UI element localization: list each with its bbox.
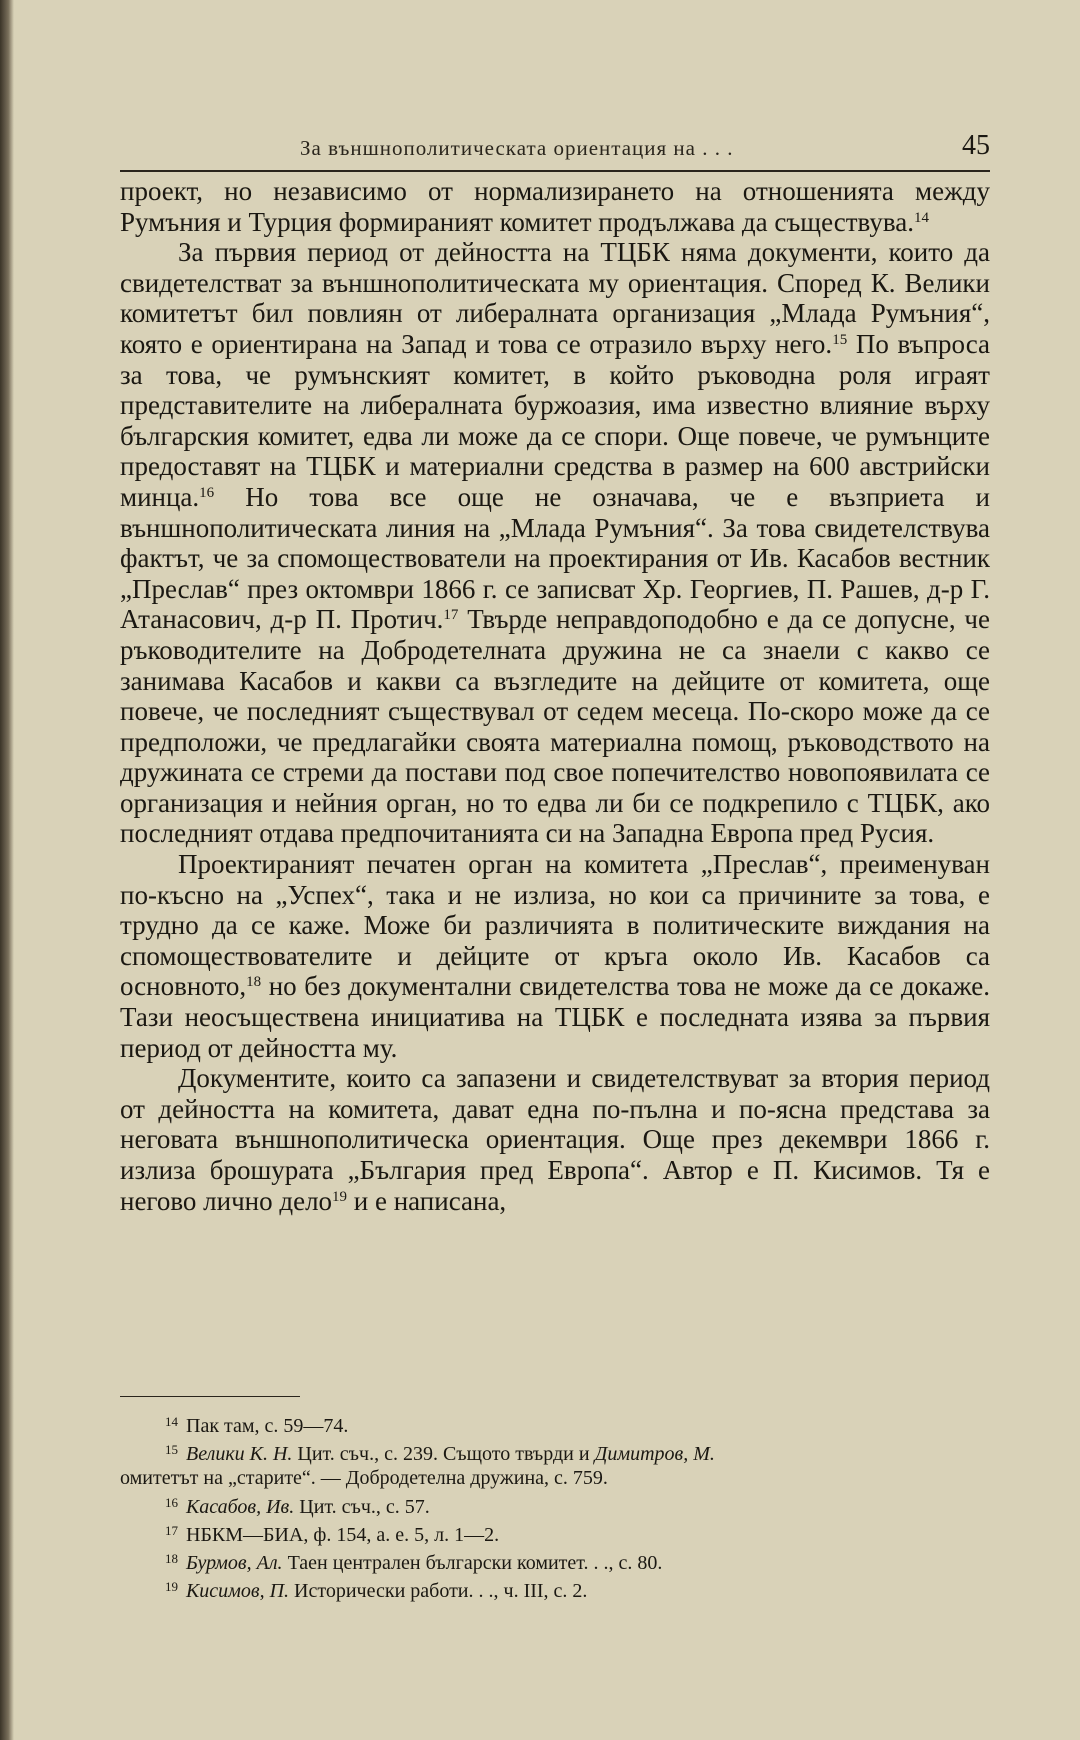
footnote-number: 19 [165,1579,178,1595]
footnote [120,1438,990,1466]
footnote [120,1519,990,1547]
paragraph [120,1063,990,1216]
body-text [120,176,990,1216]
text-run: Твърде неправдоподобно е да се допусне, че ръководителите на Добродетелната дружина не са знаели с какво се занимава Касабов и какви са възгледите на дейците от комитета, още повече, че последният съществувал от седем месеца. По-скоро може да се предположи, че предлагайки своята материална помощ, ръководството на дружината се стреми да постави под свое попечителство новопоявилата се организация и нейния орган, но то едва ли би се подкрепило с ТЦБК, ако последният отдава предпочитанията си на Западна Европа пред Русия. [120,604,990,849]
footnote-separator [120,1396,300,1397]
footnote-text: Пак там, с. 59—74. [186,1415,349,1437]
paragraph [120,176,990,237]
footnote-text: Исторически работи. . ., ч. III, с. 2. [289,1580,588,1603]
text-run: Но това все още не означава, че е възприета и външнополитическата линия на „Млада Румъния“. За това свидетелствува фактът, че за спомоществователи на проектирания от Ив. Касабов вестник „Преслав“ през октомври 1866 г. се записват Хр. Георгиев, П. Рашев, д-р Г. Атанасович, д-р П. Протич. [120,481,990,635]
footnote-text: Цит. съч., с. 239. Същото твърди и [292,1443,595,1466]
text-run: и е написана, [347,1185,507,1216]
text-run: По въпроса за това, че румънският комитет, в който ръководна роля играят представителите на либералната буржоазия, има известно влияние върху българския комитет, едва ли може да се спори. Още повече, че румънците предоставят на ТЦБК и материални средства в размер на 600 австрийски минца. [120,328,990,512]
footnote-number: 18 [165,1551,178,1567]
footnote-author: Бурмов, Ал. [186,1552,283,1575]
footnote-ref: 14 [913,209,929,226]
text-run: но без документални свидетелства това не може да се докаже. Тази неосъществена инициатива на ТЦБК е последната изява за първия период от дейността му. [120,971,990,1063]
text-run: Документите, които са запазени и свидетелствуват за втория период от дейността на комитета, дават една по-пълна и по-ясна представа за неговата външнополитическа ориентация. Още през декември 1866 г. излиза брошурата „България пред Европа“. Автор е П. Кисимов. Тя е негово лично дело [120,1063,990,1216]
paragraph [120,237,990,849]
text-run: За първия период от дейността на ТЦБК няма документи, които да свидетелстват за външнополитическата му ориентация. Според К. Велики комитетът бил повлиян от либералната организация „Млада Румъния“, която е ориентирана на Запад и това се отразило върху него. [120,237,990,359]
running-head [120,120,990,172]
running-title: За външнополитическата ориентация на . . . [300,136,734,160]
footnotes [120,1410,990,1603]
page-number: 45 [962,130,990,161]
footnote-continuation: омитетът на „старите“. — Добродетелна дружина, с. 759. [120,1467,608,1490]
footnote-number: 16 [165,1494,178,1510]
footnote-text: Цит. съч., с. 57. [294,1495,430,1518]
footnote [120,1575,990,1603]
footnote-author: Касабов, Ив. [186,1495,295,1518]
footnote-author: Кисимов, П. [186,1580,290,1603]
text-run: проект, но независимо от нормализирането на отношенията между Румъния и Турция формираният комитет продължава да съществува. [120,176,990,237]
footnote-number: 15 [165,1442,178,1458]
paragraph [120,849,990,1063]
footnote-author: Димитров, М. [594,1443,715,1466]
footnote [120,1547,990,1575]
footnote-ref: 18 [246,974,262,991]
footnote-author: Велики К. Н. [186,1443,293,1466]
footnote-ref: 17 [443,607,459,624]
book-spine-shadow [0,0,14,1740]
text-run: Проектираният печатен орган на комитета „Преслав“, преименуван по-късно на „Успех“, така и не излиза, но кои са причините за това, е трудно да се каже. Може би различията в политическите виждания на спомоществователите и дейците от кръга около Ив. Касабов са основното, [120,849,990,1002]
footnote-number: 14 [165,1414,178,1429]
footnote-text: НБКМ—БИА, ф. 154, а. е. 5, л. 1—2. [186,1523,500,1546]
footnote-text: Таен централен български комитет. . ., с. 80. [282,1552,663,1575]
footnote-ref: 16 [199,484,215,501]
footnote-ref: 15 [832,331,848,348]
footnote-number: 17 [165,1522,178,1538]
footnote [120,1491,990,1519]
footnote [120,1410,990,1438]
footnote-ref: 19 [332,1188,348,1205]
book-page [60,100,990,1720]
